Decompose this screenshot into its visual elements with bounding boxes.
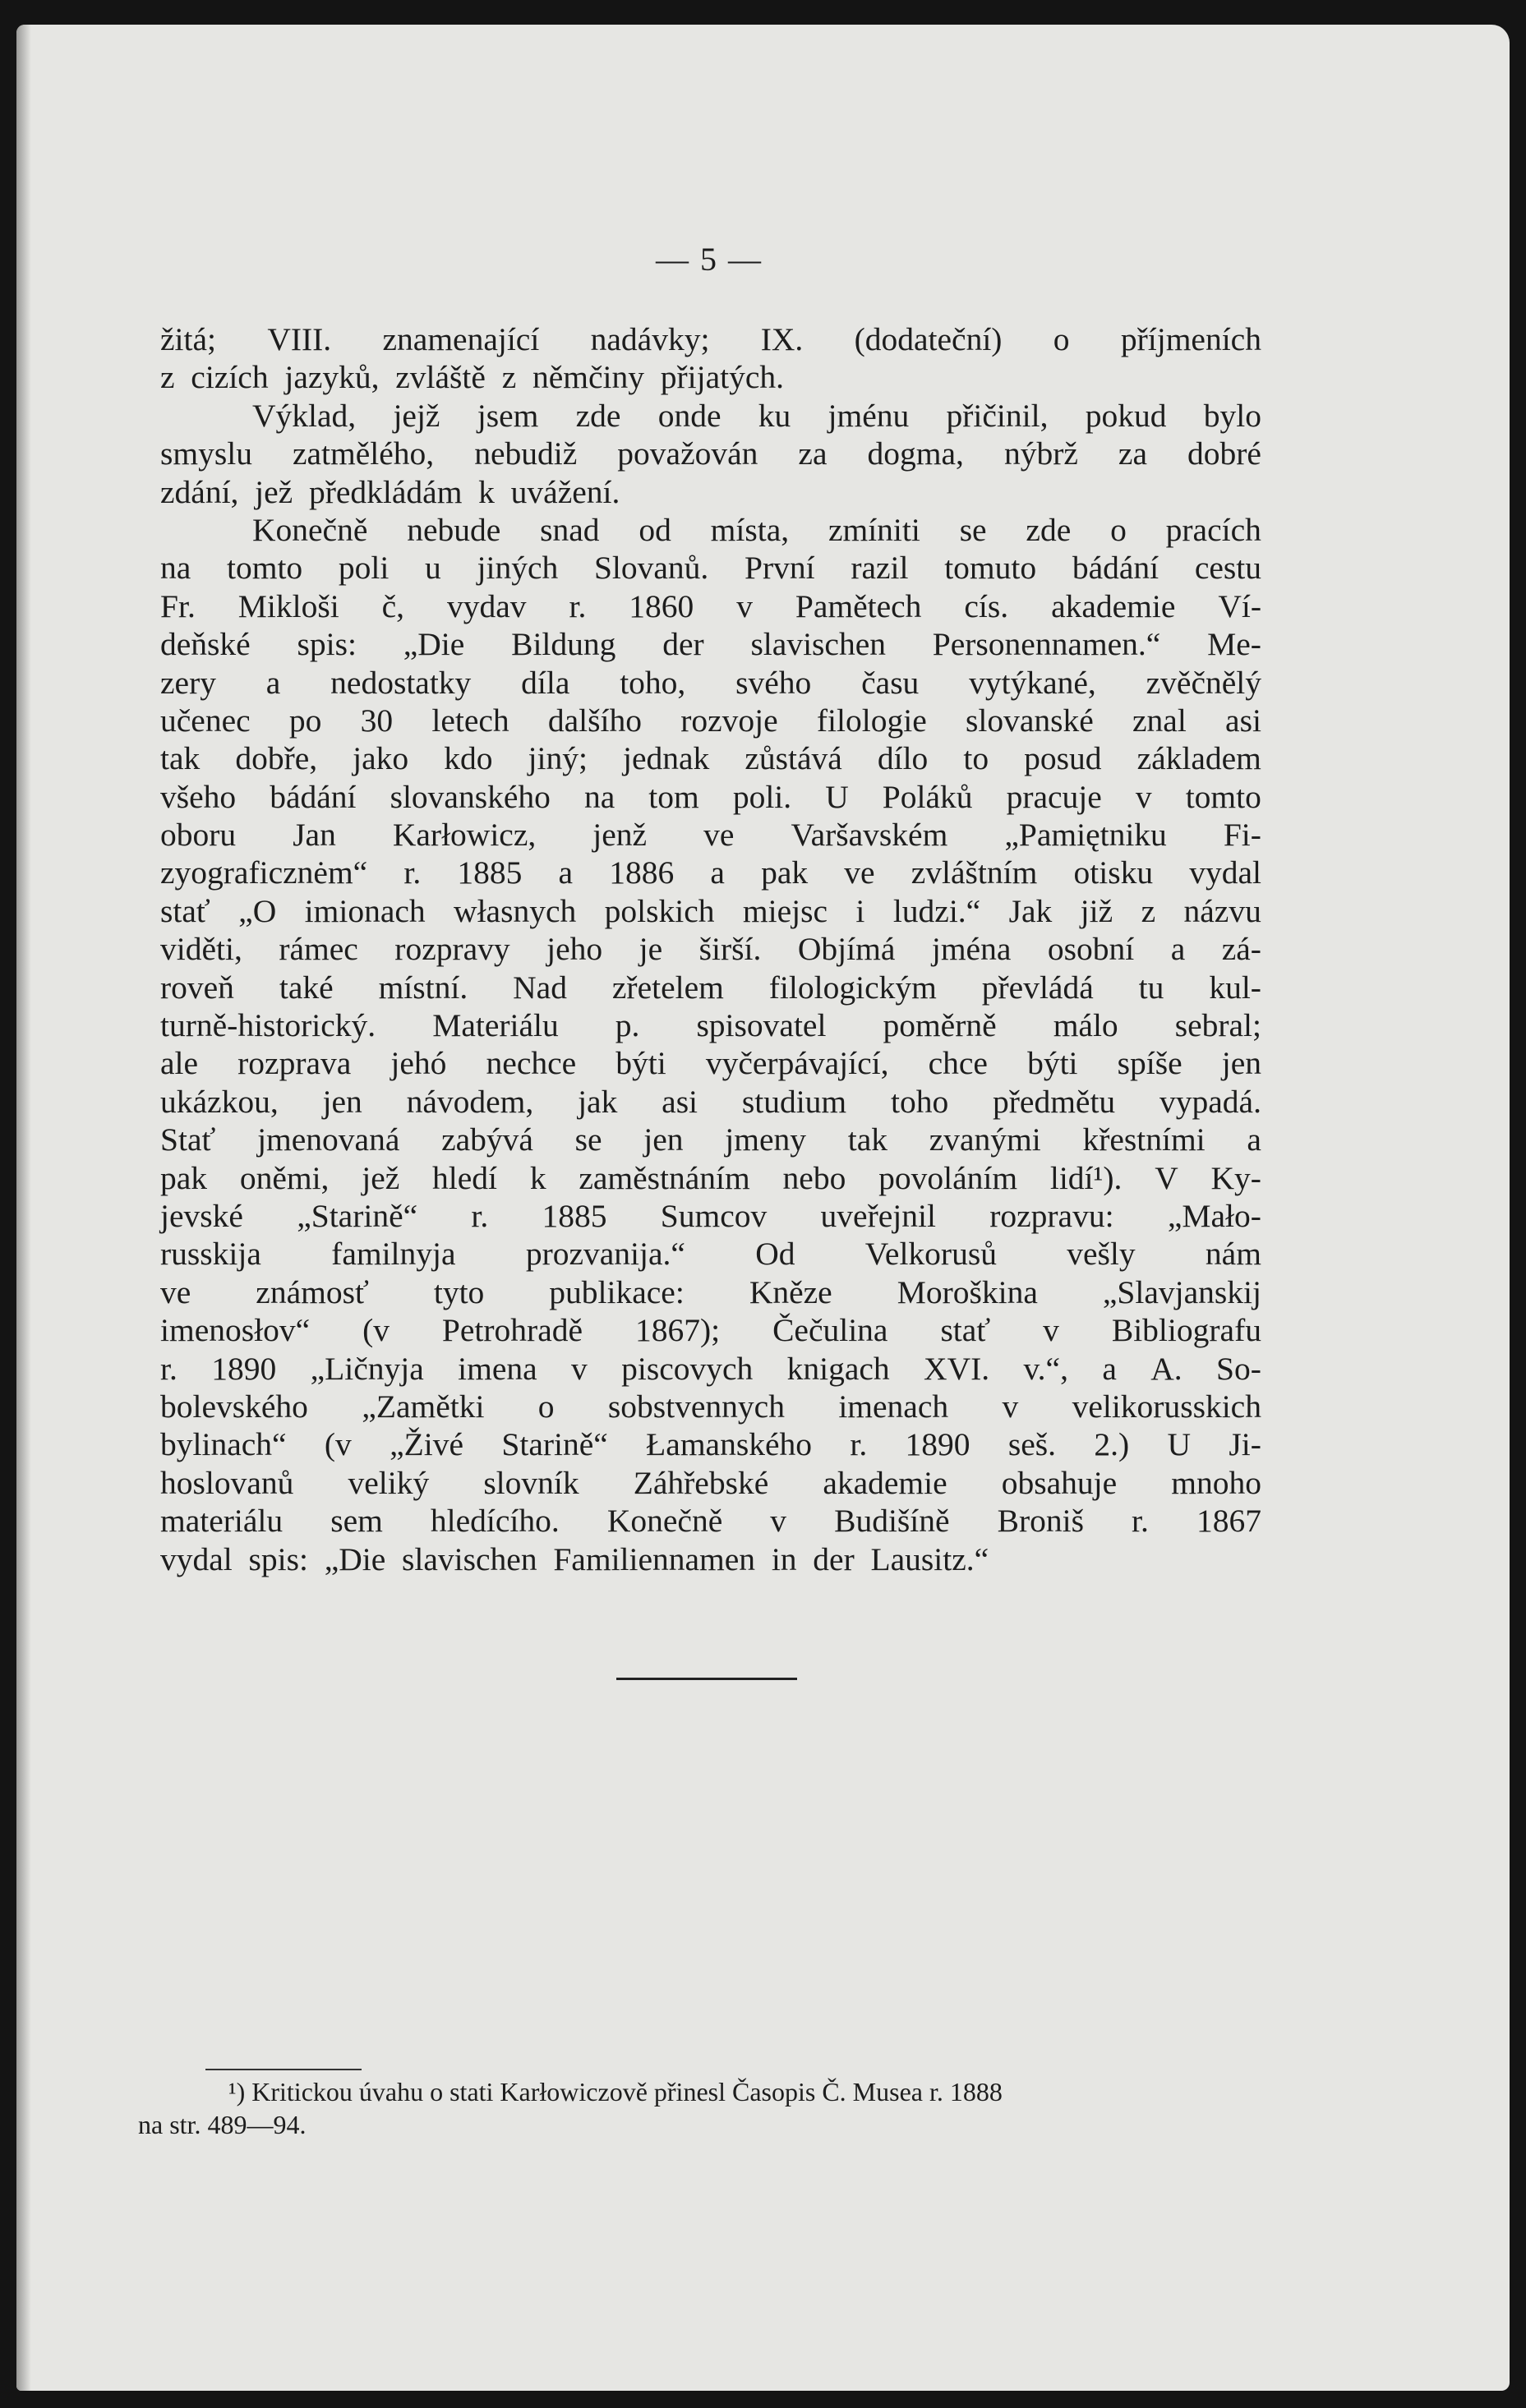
footnote-divider bbox=[205, 2069, 362, 2070]
body-line: Konečně nebude snad od místa, zmíniti se zde o pracích bbox=[252, 511, 1261, 548]
body-line: materiálu sem hledícího. Konečně v Budišíně Broniš r. 1867 bbox=[160, 1503, 1261, 1540]
body-line: tak dobře, jako kdo jiný; jednak zůstává dílo to posud základem bbox=[160, 740, 1261, 777]
body-line: ukázkou, jen návodem, jak asi studium toho předmětu vypadá. bbox=[160, 1083, 1261, 1120]
body-line: ale rozprava jehó nechce býti vyčerpávající, chce býti spíše jen bbox=[160, 1045, 1261, 1082]
body-line: Výklad, jejž jsem zde onde ku jménu přičinil, pokud bylo bbox=[252, 397, 1261, 434]
footnote-line: na str. 489—94. bbox=[138, 2110, 307, 2139]
section-divider bbox=[616, 1678, 797, 1680]
body-line: oboru Jan Karłowicz, jenž ve Varšavském „Pamiętniku Fi- bbox=[160, 817, 1261, 854]
body-line: russkija familnyja prozvanija.“ Od Velkorusů vešly nám bbox=[160, 1236, 1261, 1273]
page-number: — 5 — bbox=[656, 241, 763, 278]
body-line: z cizích jazyků, zvláště z němčiny přijatých. bbox=[160, 359, 785, 396]
body-text bbox=[160, 320, 1261, 1578]
body-line: r. 1890 „Ličnyja imena v piscovych knigach XVI. v.“, a A. So- bbox=[160, 1350, 1261, 1387]
body-line: vydal spis: „Die slavischen Familiennamen in der Lausitz.“ bbox=[160, 1540, 989, 1577]
body-line: na tomto poli u jiných Slovanů. První razil tomuto bádání cestu bbox=[160, 550, 1261, 587]
body-line: jevské „Starině“ r. 1885 Sumcov uveřejnil rozpravu: „Mało- bbox=[160, 1197, 1261, 1234]
body-line: roveň také místní. Nad zřetelem filologickým převládá tu kul- bbox=[160, 969, 1261, 1006]
body-line: imenosłov“ (v Petrohradě 1867); Čečulina stať v Bibliografu bbox=[160, 1312, 1261, 1349]
body-line: turně-historický. Materiálu p. spisovatel poměrně málo sebral; bbox=[160, 1007, 1261, 1044]
book-page bbox=[16, 25, 1510, 2391]
body-line: viděti, rámec rozpravy jeho je širší. Objímá jména osobní a zá- bbox=[160, 931, 1261, 968]
body-line: zdání, jež předkládám k uvážení. bbox=[160, 473, 620, 510]
body-line: pak oněmi, jež hledí k zaměstnáním nebo povoláním lidí¹). V Ky- bbox=[160, 1159, 1261, 1196]
body-line: Stať jmenovaná zabývá se jen jmeny tak zvanými křestními a bbox=[160, 1121, 1261, 1158]
body-line: Fr. Mikloši č, vydav r. 1860 v Pamětech cís. akademie Ví- bbox=[160, 587, 1261, 624]
body-line: stať „O imionach własnych polskich miejsc i ludzi.“ Jak již z názvu bbox=[160, 892, 1261, 929]
body-line: učenec po 30 letech dalšího rozvoje filologie slovanské znal asi bbox=[160, 702, 1261, 739]
body-line: zery a nedostatky díla toho, svého času vytýkané, zvěčnělý bbox=[160, 664, 1261, 701]
body-line: žitá; VIII. znamenající nadávky; IX. (dodateční) o příjmeních bbox=[160, 321, 1261, 357]
body-line: zyograficznėm“ r. 1885 a 1886 a pak ve zvláštním otisku vydal bbox=[160, 854, 1261, 891]
footnote-line: ¹) Kritickou úvahu o stati Karłowiczově přinesl Časopis Č. Musea r. 1888 bbox=[228, 2077, 1003, 2106]
page-edge-shadow bbox=[16, 25, 31, 2391]
footnote bbox=[138, 2075, 1256, 2141]
body-line: bylinach“ (v „Živé Starině“ Łamanského r. 1890 seš. 2.) U Ji- bbox=[160, 1426, 1261, 1463]
body-line: všeho bádání slovanského na tom poli. U Poláků pracuje v tomto bbox=[160, 778, 1261, 815]
body-line: deňské spis: „Die Bildung der slavischen Personennamen.“ Me- bbox=[160, 626, 1261, 663]
body-line: smyslu zatmělého, nebudiž považován za dogma, nýbrž za dobré bbox=[160, 435, 1261, 472]
body-line: bolevského „Zamětki o sobstvennych imenach v velikorusskich bbox=[160, 1388, 1261, 1425]
body-line: hoslovanů veliký slovník Záhřebské akademie obsahuje mnoho bbox=[160, 1464, 1261, 1501]
body-line: ve známosť tyto publikace: Kněze Moroškina „Slavjanskij bbox=[160, 1273, 1261, 1310]
